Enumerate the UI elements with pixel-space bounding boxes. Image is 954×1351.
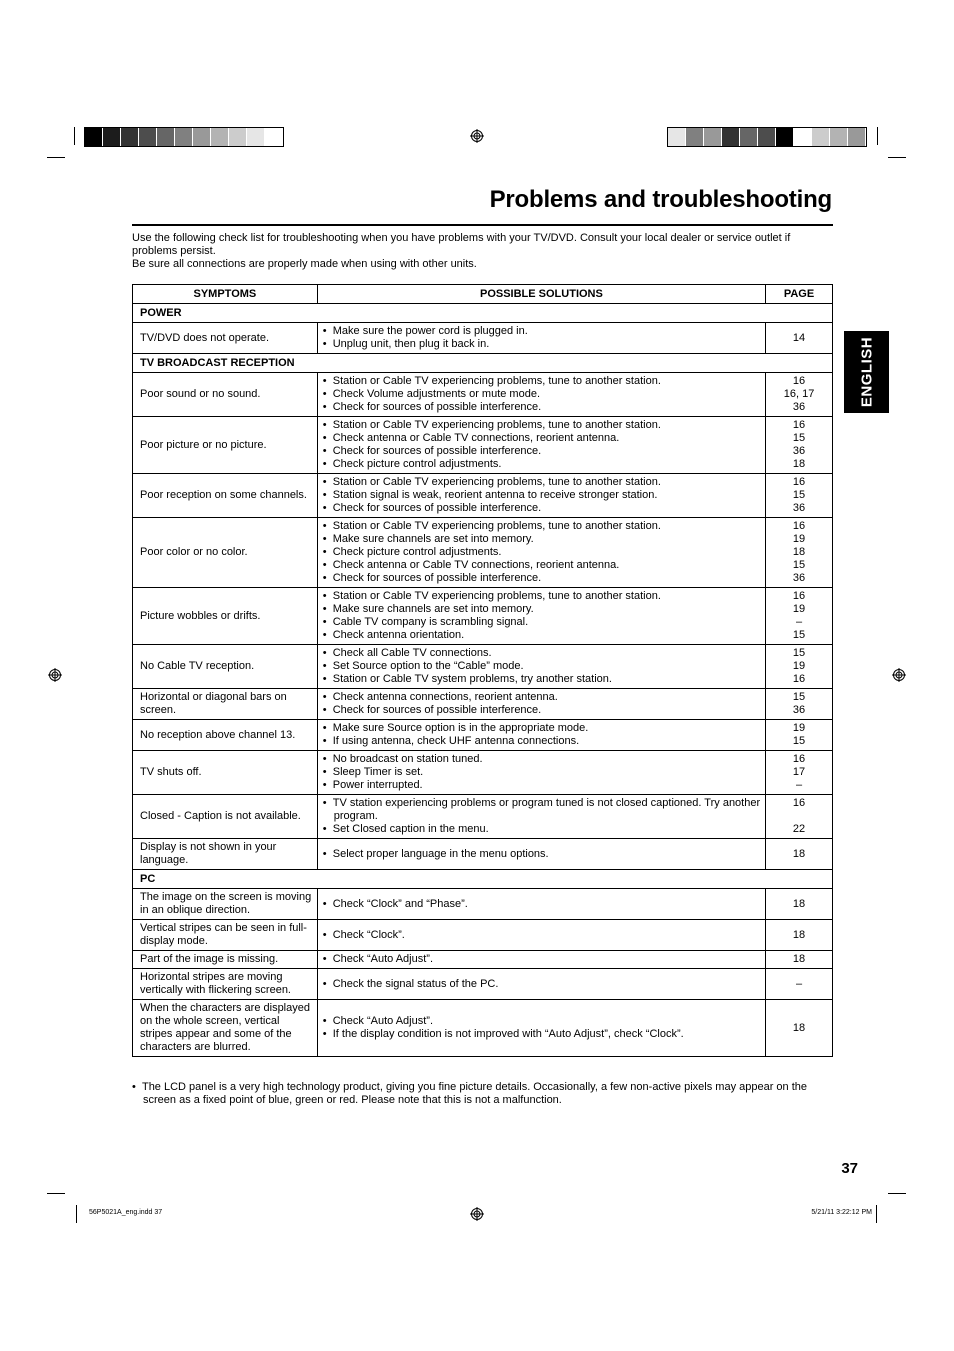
page-ref: 16: [792, 419, 806, 431]
page-cell: [766, 588, 833, 645]
color-swatch: [247, 128, 265, 146]
page-ref: 18: [792, 928, 806, 941]
solution-text: If the display condition is not improved with “Auto Adjust”, check “Clock”.: [332, 1028, 684, 1040]
page-ref: –: [795, 616, 803, 628]
table-row: [133, 920, 833, 951]
solution-item: • No broadcast on station tuned.: [322, 753, 483, 765]
table-header-row: [133, 285, 833, 304]
page-cell: [766, 751, 833, 795]
page-ref: –: [795, 779, 803, 791]
page-cell: [766, 920, 833, 951]
table-row: [133, 720, 833, 751]
symptom-cell: Display is not shown in your language.: [133, 839, 318, 870]
crop-mark: [74, 127, 75, 145]
symptom-cell: Poor reception on some channels.: [133, 474, 318, 518]
solution-text: Sleep Timer is set.: [332, 766, 424, 778]
solution-text: Check for sources of possible interference.: [332, 572, 542, 584]
color-swatch: [265, 128, 283, 146]
solution-item: • Check for sources of possible interference.: [322, 704, 542, 716]
slug-date: 5/21/11 3:22:12 PM: [811, 1209, 872, 1216]
solution-item: • Station signal is weak, reorient antenna to receive stronger station.: [322, 489, 658, 501]
page-ref: 16: [792, 520, 806, 532]
solution-item: • Check antenna or Cable TV connections, reorient antenna.: [322, 432, 620, 444]
page-number: 37: [841, 1160, 858, 1177]
crop-mark: [876, 1205, 877, 1223]
solution-item: • Make sure channels are set into memory.: [322, 533, 534, 545]
solution-text: Set Source option to the “Cable” mode.: [332, 660, 524, 672]
solution-item: • If using antenna, check UHF antenna connections.: [322, 735, 580, 747]
page-ref: 36: [792, 445, 806, 457]
solutions-cell: [317, 889, 765, 920]
symptom-cell: Poor picture or no picture.: [133, 417, 318, 474]
color-swatch: [740, 128, 758, 146]
solution-text: Make sure channels are set into memory.: [332, 533, 534, 545]
solution-item: • Make sure Source option is in the appropriate mode.: [322, 722, 589, 734]
symptom-cell: Poor color or no color.: [133, 518, 318, 588]
crop-mark: [76, 1205, 77, 1223]
color-swatch: [157, 128, 175, 146]
solution-text: Make sure the power cord is plugged in.: [332, 325, 528, 337]
solution-text: Check Volume adjustments or mute mode.: [332, 388, 540, 400]
solution-text: Check antenna orientation.: [332, 629, 465, 641]
page-title: Problems and troubleshooting: [489, 186, 832, 213]
solution-item: • Check “Clock”.: [322, 928, 405, 941]
page-cell: [766, 889, 833, 920]
page-ref: 18: [792, 847, 806, 860]
solution-text: Check for sources of possible interference.: [332, 401, 542, 413]
page-ref: 15: [792, 735, 806, 747]
section-title: POWER: [133, 304, 833, 323]
solution-item: • Sleep Timer is set.: [322, 766, 424, 778]
symptom-cell: TV/DVD does not operate.: [133, 323, 318, 354]
solution-text: Unplug unit, then plug it back in.: [332, 338, 490, 350]
solution-text: Station or Cable TV experiencing problems, tune to another station.: [332, 590, 661, 602]
page-ref: 15: [792, 432, 806, 444]
page-cell: [766, 645, 833, 689]
solution-item: • Check for sources of possible interference.: [322, 572, 542, 584]
symptom-cell: No Cable TV reception.: [133, 645, 318, 689]
solutions-cell: [317, 518, 765, 588]
color-swatch: [175, 128, 193, 146]
color-swatch: [794, 128, 812, 146]
solution-item: • Check antenna orientation.: [322, 629, 465, 641]
solutions-cell: [317, 417, 765, 474]
solutions-cell: [317, 645, 765, 689]
solution-text: Station or Cable TV experiencing problems, tune to another station.: [332, 375, 661, 387]
page-ref: 15: [792, 691, 806, 703]
solutions-cell: [317, 323, 765, 354]
solution-text: Make sure Source option is in the appropriate mode.: [332, 722, 589, 734]
color-swatch: [830, 128, 848, 146]
table-row: [133, 839, 833, 870]
solution-item: • Make sure channels are set into memory.: [322, 603, 534, 615]
symptom-cell: Horizontal stripes are moving vertically with flickering screen.: [133, 969, 318, 1000]
intro-line: Be sure all connections are properly made when using with other units.: [132, 258, 477, 270]
solution-item: • Select proper language in the menu options.: [322, 847, 549, 860]
header-page: PAGE: [766, 285, 833, 304]
color-swatch: [722, 128, 740, 146]
symptom-cell: Horizontal or diagonal bars on screen.: [133, 689, 318, 720]
solution-text: No broadcast on station tuned.: [332, 753, 483, 765]
title-divider: [132, 224, 833, 226]
solutions-cell: [317, 839, 765, 870]
crop-mark: [888, 1193, 906, 1194]
solution-text: Check the signal status of the PC.: [332, 977, 499, 990]
solution-text: Check “Clock”.: [332, 928, 405, 941]
solution-item: • Set Closed caption in the menu.: [322, 823, 489, 835]
solution-text: Check antenna or Cable TV connections, reorient antenna.: [332, 559, 620, 571]
crop-mark: [888, 157, 906, 158]
table-row: [133, 751, 833, 795]
solution-item: • Check Volume adjustments or mute mode.: [322, 388, 540, 400]
intro-line: Use the following check list for troubleshooting when you have problems with your TV/DVD. Consult your local dealer or service outlet if problems persist.: [132, 232, 791, 257]
page-cell: [766, 795, 833, 839]
symptom-cell: Part of the image is missing.: [133, 951, 318, 969]
language-tab: [844, 331, 889, 413]
solution-text: Check picture control adjustments.: [332, 546, 502, 558]
color-swatch: [193, 128, 211, 146]
page-ref: 15: [792, 629, 806, 641]
page-ref: [766, 810, 832, 823]
solutions-cell: [317, 920, 765, 951]
color-swatch: [668, 128, 686, 146]
page-ref: –: [795, 977, 803, 990]
footnote-text: The LCD panel is a very high technology product, giving you fine picture details. Occasionally, a few non-active pixels may appear on the screen as a fixed point of blue, green or red. Please note that this is not a malfunction.: [141, 1081, 808, 1106]
solution-item: • Station or Cable TV experiencing problems, tune to another station.: [322, 375, 661, 387]
solution-text: Check all Cable TV connections.: [332, 647, 492, 659]
symptom-cell: Poor sound or no sound.: [133, 373, 318, 417]
solution-item: • Check antenna connections, reorient antenna.: [322, 691, 558, 703]
solutions-cell: [317, 588, 765, 645]
page-ref: 19: [792, 533, 806, 545]
table-row: [133, 951, 833, 969]
table-row: [133, 795, 833, 839]
solution-item: • Station or Cable TV system problems, try another station.: [322, 673, 612, 685]
color-swatch: [776, 128, 794, 146]
table-row: [133, 373, 833, 417]
page-ref: 19: [792, 660, 806, 672]
solutions-cell: [317, 969, 765, 1000]
solution-text: Station or Cable TV experiencing problems, tune to another station.: [332, 419, 661, 431]
page-ref: 15: [792, 489, 806, 501]
solution-item: • If the display condition is not improved with “Auto Adjust”, check “Clock”.: [322, 1028, 684, 1040]
solution-item: • Check all Cable TV connections.: [322, 647, 492, 659]
solution-text: Check for sources of possible interference.: [332, 502, 542, 514]
table-row: [133, 588, 833, 645]
language-tab-label: ENGLISH: [858, 336, 875, 408]
crop-mark: [47, 1193, 65, 1194]
symptom-cell: Closed - Caption is not available.: [133, 795, 318, 839]
page-ref: 16: [792, 797, 806, 809]
solution-item: • Check “Clock” and “Phase”.: [322, 897, 468, 910]
solution-item: • Check “Auto Adjust”.: [322, 1015, 434, 1027]
page-ref: 16: [792, 753, 806, 765]
table-body: [133, 304, 833, 1057]
page-ref: 22: [792, 823, 806, 835]
color-swatch: [704, 128, 722, 146]
crop-mark: [47, 157, 65, 158]
header-solutions: POSSIBLE SOLUTIONS: [317, 285, 765, 304]
solutions-cell: [317, 1000, 765, 1057]
page-cell: [766, 720, 833, 751]
solution-item: • Check for sources of possible interference.: [322, 401, 542, 413]
page-cell: [766, 518, 833, 588]
page-ref: 36: [792, 401, 806, 413]
page-ref: 16: [792, 375, 806, 387]
solution-item: • Station or Cable TV experiencing problems, tune to another station.: [322, 520, 661, 532]
color-swatch: [758, 128, 776, 146]
solution-text: Check antenna connections, reorient antenna.: [332, 691, 558, 703]
section-row: [133, 870, 833, 889]
solution-text: Station or Cable TV system problems, try another station.: [332, 673, 612, 685]
solution-text: Check antenna or Cable TV connections, reorient antenna.: [332, 432, 620, 444]
solution-item: • Check picture control adjustments.: [322, 458, 502, 470]
solution-text: Station or Cable TV experiencing problems, tune to another station.: [332, 476, 661, 488]
symptom-cell: No reception above channel 13.: [133, 720, 318, 751]
registration-mark-icon: [470, 1207, 484, 1221]
color-swatch: [211, 128, 229, 146]
table-row: [133, 474, 833, 518]
page-ref: 15: [792, 647, 806, 659]
solution-text: Cable TV company is scrambling signal.: [332, 616, 529, 628]
solution-text: Power interrupted.: [332, 779, 423, 791]
table-row: [133, 969, 833, 1000]
page-ref: 16, 17: [783, 388, 815, 400]
page-ref: 18: [792, 458, 806, 470]
color-calibration-bar-right: [667, 127, 867, 147]
solution-item: • TV station experiencing problems or program tuned is not closed captioned. Try another program.: [322, 797, 761, 822]
solution-item: • Unplug unit, then plug it back in.: [322, 338, 490, 350]
solutions-cell: [317, 373, 765, 417]
symptom-cell: When the characters are displayed on the whole screen, vertical stripes appear and some of the characters are blurred.: [133, 1000, 318, 1057]
solution-item: • Station or Cable TV experiencing problems, tune to another station.: [322, 476, 661, 488]
page-cell: [766, 969, 833, 1000]
solution-text: Check “Auto Adjust”.: [332, 953, 434, 965]
solution-text: Check “Clock” and “Phase”.: [332, 897, 468, 910]
symptom-cell: The image on the screen is moving in an oblique direction.: [133, 889, 318, 920]
troubleshooting-table: [132, 284, 833, 1057]
symptom-cell: Picture wobbles or drifts.: [133, 588, 318, 645]
table-row: [133, 518, 833, 588]
solution-item: • Check for sources of possible interference.: [322, 445, 542, 457]
color-swatch: [121, 128, 139, 146]
section-title: PC: [133, 870, 833, 889]
color-swatch: [812, 128, 830, 146]
solution-item: • Power interrupted.: [322, 779, 423, 791]
solutions-cell: [317, 795, 765, 839]
section-title: TV BROADCAST RECEPTION: [133, 354, 833, 373]
page-ref: 15: [792, 559, 806, 571]
solution-item: • Make sure the power cord is plugged in.: [322, 325, 528, 337]
page-cell: [766, 951, 833, 969]
solutions-cell: [317, 751, 765, 795]
color-swatch: [686, 128, 704, 146]
solution-item: • Check antenna or Cable TV connections, reorient antenna.: [322, 559, 620, 571]
solution-text: Station signal is weak, reorient antenna to receive stronger station.: [332, 489, 658, 501]
solution-item: • Set Source option to the “Cable” mode.: [322, 660, 524, 672]
solution-item: • Check the signal status of the PC.: [322, 977, 499, 990]
symptom-cell: TV shuts off.: [133, 751, 318, 795]
solution-item: • Check “Auto Adjust”.: [322, 953, 434, 965]
solution-text: Check “Auto Adjust”.: [332, 1015, 434, 1027]
page-ref: 18: [792, 953, 806, 965]
registration-mark-icon: [48, 668, 62, 682]
page-ref: 14: [792, 331, 806, 344]
page-ref: 36: [792, 572, 806, 584]
intro-text: [132, 232, 834, 271]
page-cell: [766, 474, 833, 518]
solution-item: • Check for sources of possible interference.: [322, 502, 542, 514]
page-ref: 18: [792, 546, 806, 558]
color-swatch: [103, 128, 121, 146]
page-ref: 16: [792, 476, 806, 488]
solution-text: Check for sources of possible interference.: [332, 704, 542, 716]
color-swatch: [139, 128, 157, 146]
color-calibration-bar-left: [84, 127, 284, 147]
page-cell: [766, 689, 833, 720]
page-ref: 18: [792, 1021, 806, 1034]
page-ref: 17: [792, 766, 806, 778]
solution-item: • Check picture control adjustments.: [322, 546, 502, 558]
page-cell: [766, 1000, 833, 1057]
page-ref: 19: [792, 722, 806, 734]
table-row: [133, 1000, 833, 1057]
color-swatch: [848, 128, 866, 146]
page-ref: 36: [792, 502, 806, 514]
solution-text: TV station experiencing problems or program tuned is not closed captioned. Try another program.: [332, 797, 761, 822]
table-row: [133, 417, 833, 474]
slug-filename: 56P5021A_eng.indd 37: [89, 1209, 163, 1216]
page-cell: [766, 839, 833, 870]
page-cell: [766, 417, 833, 474]
solutions-cell: [317, 720, 765, 751]
solution-item: • Cable TV company is scrambling signal.: [322, 616, 529, 628]
crop-mark: [877, 127, 878, 145]
page-ref: 36: [792, 704, 806, 716]
page-ref: 18: [792, 897, 806, 910]
footnote: • The LCD panel is a very high technology product, giving you fine picture details. Occasionally, a few non-active pixels may appear on the screen as a fixed point of blue, green or red. Please note that this is not a malfunction.: [132, 1081, 808, 1106]
table-row: [133, 889, 833, 920]
section-row: [133, 354, 833, 373]
solution-text: Select proper language in the menu options.: [332, 847, 549, 860]
header-symptoms: SYMPTOMS: [133, 285, 318, 304]
solutions-cell: [317, 474, 765, 518]
registration-mark-icon: [470, 129, 484, 143]
solution-item: • Station or Cable TV experiencing problems, tune to another station.: [322, 419, 661, 431]
solutions-cell: [317, 951, 765, 969]
registration-mark-icon: [892, 668, 906, 682]
solution-text: If using antenna, check UHF antenna connections.: [332, 735, 580, 747]
page-cell: [766, 373, 833, 417]
table-row: [133, 323, 833, 354]
page-ref: 19: [792, 603, 806, 615]
section-row: [133, 304, 833, 323]
table-row: [133, 689, 833, 720]
symptom-cell: Vertical stripes can be seen in full-display mode.: [133, 920, 318, 951]
page-cell: [766, 323, 833, 354]
solution-text: Check picture control adjustments.: [332, 458, 502, 470]
solution-text: Set Closed caption in the menu.: [332, 823, 489, 835]
page-ref: 16: [792, 590, 806, 602]
page-ref: 16: [792, 673, 806, 685]
solution-text: Station or Cable TV experiencing problems, tune to another station.: [332, 520, 661, 532]
solution-item: • Station or Cable TV experiencing problems, tune to another station.: [322, 590, 661, 602]
solution-text: Make sure channels are set into memory.: [332, 603, 534, 615]
solution-text: Check for sources of possible interference.: [332, 445, 542, 457]
table-row: [133, 645, 833, 689]
solutions-cell: [317, 689, 765, 720]
color-swatch: [229, 128, 247, 146]
color-swatch: [85, 128, 103, 146]
